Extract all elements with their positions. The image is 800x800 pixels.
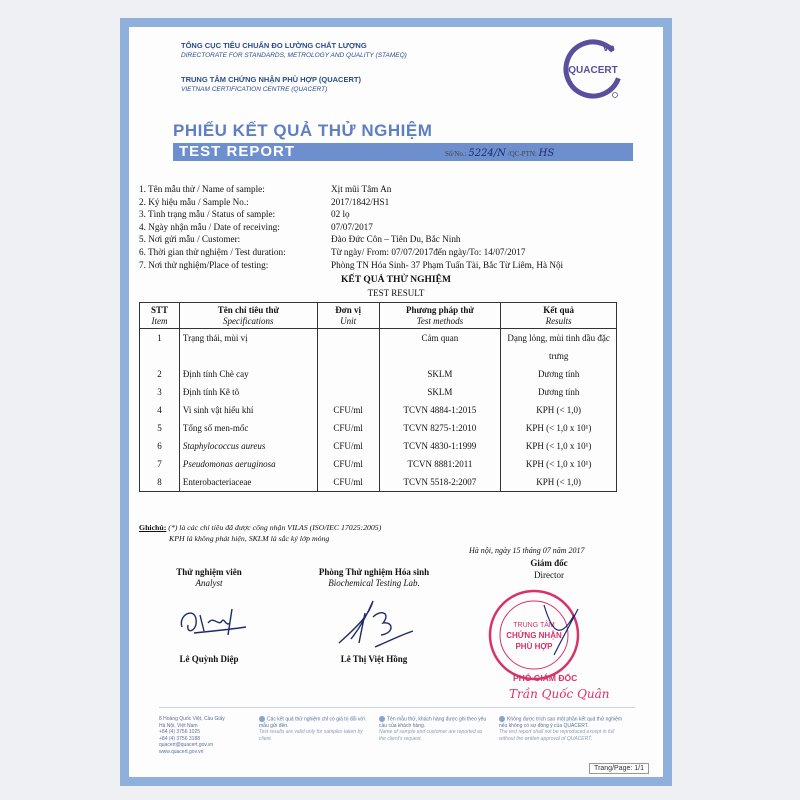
table-cell: Trạng thái, mùi vị — [179, 329, 317, 366]
info-label: 2. Ký hiệu mẫu / Sample No.: — [139, 196, 249, 207]
footer-col-3: Không được trích sao một phần kết quả thử nghiệm nếu không có sự đồng ý của QUACERT. The test report shall not be reproduced except in full without the written approval of QUACERT. — [499, 716, 623, 742]
footer-address: 8 Hoàng Quốc Việt, Cầu Giấy Hà Nội, Việt Nam +84 (4) 3756 1025 +84 (4) 3756 3188 quacert@quacert.gov.vn www.quacert.gov.vn — [159, 716, 225, 755]
stamp-line-3: PHÙ HỢP — [515, 642, 553, 651]
report-title-en: TEST REPORT — [179, 143, 296, 160]
footer-col-2: Tên mẫu thử, khách hàng được ghi theo yêu cầu của khách hàng. Name of sample and customer are reported as the client's request. — [379, 716, 487, 742]
info-label: 4. Ngày nhận mẫu / Date of receiving: — [139, 221, 280, 232]
quacert-logo — [561, 37, 625, 101]
analyst-subtitle: Analyst — [195, 578, 223, 588]
table-cell: Staphylococcus aureus — [179, 437, 317, 455]
col-header-method: Phương pháp thử Test methods — [379, 303, 501, 329]
col-header-result: Kết quả Results — [501, 303, 617, 329]
director-title: Giám đốc — [530, 558, 568, 568]
col-header-stt: STT Item — [140, 303, 180, 329]
info-value: Phòng TN Hóa Sinh- 37 Phạm Tuấn Tài, Bắc Từ Liêm, Hà Nội — [331, 259, 564, 270]
test-report-page — [120, 18, 672, 786]
table-cell: Dạng lỏng, mùi tinh dầu đặc trưng — [501, 329, 617, 366]
info-label: 5. Nơi gửi mẫu / Customer: — [139, 234, 241, 245]
table-cell: 7 — [140, 455, 180, 473]
stamp-line-1: TRUNG TÂM — [513, 622, 555, 629]
note-label: Ghichú: — [139, 523, 167, 532]
table-row — [140, 401, 617, 419]
report-number — [445, 148, 554, 159]
table-cell — [317, 365, 379, 383]
info-label: 7. Nơi thử nghiệm/Place of testing: — [139, 259, 269, 270]
info-value: 02 lọ — [331, 209, 350, 220]
table-cell: TCVN 8275-1:2010 — [379, 419, 501, 437]
info-value: Xịt mũi Tâm An — [331, 184, 392, 194]
table-cell: CFU/ml — [317, 473, 379, 492]
qc-label: /QC-PTN: — [507, 150, 537, 158]
table-cell: 1 — [140, 329, 180, 366]
table-cell: 4 — [140, 401, 180, 419]
footer-col-1: Các kết quả thử nghiệm chỉ có giá trị đối với mẫu gửi đến. Test results are valid only for samples taken by client. — [259, 716, 365, 742]
info-value: 07/07/2017 — [331, 221, 373, 232]
analyst-title: Thử nghiệm viên — [176, 567, 242, 577]
table-cell: CFU/ml — [317, 455, 379, 473]
table-row — [140, 329, 617, 366]
centre-vn: TRUNG TÂM CHỨNG NHẬN PHÙ HỢP (QUACERT) — [181, 75, 361, 84]
result-table — [139, 302, 617, 492]
red-stamp — [484, 585, 584, 685]
table-cell: KPH (< 1,0 x 10¹) — [501, 437, 617, 455]
deputy-director-name: Trần Quốc Quân — [509, 687, 610, 701]
lab-name: Lê Thị Việt Hồng — [340, 654, 408, 664]
info-label: 3. Tình trạng mẫu / Status of sample: — [139, 209, 276, 220]
table-row — [140, 365, 617, 383]
table-cell: KPH (< 1,0) — [501, 401, 617, 419]
table-cell: Dương tính — [501, 365, 617, 383]
director-subtitle: Director — [534, 570, 564, 580]
analyst-name: Lê Quỳnh Diệp — [179, 654, 239, 664]
table-row — [140, 473, 617, 492]
result-title-en: TEST RESULT — [367, 288, 425, 298]
table-cell: Tổng số men-mốc — [179, 419, 317, 437]
table-cell: KPH (< 1,0) — [501, 473, 617, 492]
lab-title: Phòng Thử nghiệm Hóa sinh — [318, 567, 430, 577]
result-title-vn: KẾT QUẢ THỬ NGHIỆM — [341, 275, 451, 285]
table-row — [140, 419, 617, 437]
table-cell: Pseudomonas aeruginosa — [179, 455, 317, 473]
analyst-signature — [174, 597, 254, 642]
table-cell: CFU/ml — [317, 419, 379, 437]
table-cell: Định tính Chè cay — [179, 365, 317, 383]
col-header-spec: Tên chỉ tiêu thử Specifications — [179, 303, 317, 329]
table-cell: 2 — [140, 365, 180, 383]
table-cell: TCVN 8881:2011 — [379, 455, 501, 473]
table-cell: KPH (< 1,0 x 10¹) — [501, 419, 617, 437]
table-cell: 8 — [140, 473, 180, 492]
info-value: Từ ngày/ From: 07/07/2017đến ngày/To: 14/07/2017 — [331, 246, 526, 257]
table-cell: SKLM — [379, 365, 501, 383]
table-cell: CFU/ml — [317, 437, 379, 455]
table-cell: Enterobacteriaceae — [179, 473, 317, 492]
col-header-unit: Đơn vị Unit — [317, 303, 379, 329]
logo-quacert-text: QUACERT — [568, 65, 618, 76]
lab-subtitle: Biochemical Testing Lab. — [328, 578, 420, 588]
so-value: 5224/N — [468, 148, 506, 159]
table-cell: TCVN 4830-1:1999 — [379, 437, 501, 455]
table-cell: TCVN 5518-2:2007 — [379, 473, 501, 492]
table-cell — [317, 329, 379, 366]
table-cell: Dương tính — [501, 383, 617, 401]
lab-signature — [329, 595, 419, 650]
info-icon — [259, 716, 265, 722]
table-cell: 3 — [140, 383, 180, 401]
table-row — [140, 437, 617, 455]
info-icon — [499, 716, 505, 722]
table-cell: CFU/ml — [317, 401, 379, 419]
info-label: 1. Tên mẫu thử / Name of sample: — [139, 184, 265, 194]
so-label: Số/No.: — [445, 150, 467, 158]
table-cell: Cảm quan — [379, 329, 501, 366]
table-cell — [317, 383, 379, 401]
table-header-row — [140, 303, 617, 329]
table-cell: TCVN 4884-1:2015 — [379, 401, 501, 419]
logo-vn-text: vn — [603, 43, 615, 54]
table-cell: KPH (< 1,0 x 10¹) — [501, 455, 617, 473]
table-row — [140, 383, 617, 401]
info-value: Đào Đức Côn – Tiên Du, Bắc Ninh — [331, 234, 461, 245]
org-vn: TỔNG CỤC TIÊU CHUẨN ĐO LƯỜNG CHẤT LƯỢNG — [181, 41, 367, 50]
info-value: 2017/1842/HS1 — [331, 196, 390, 207]
note-line-1: Ghichú: (*) là các chỉ tiêu đã được công nhận VILAS (ISO/IEC 17025:2005) — [139, 523, 382, 532]
deputy-director-label: PHÓ GIÁM ĐỐC — [513, 673, 578, 683]
stamp-line-2: CHỨNG NHẬN — [506, 631, 562, 640]
date-line: Hà nội, ngày 15 tháng 07 năm 2017 — [469, 546, 585, 555]
org-en: DIRECTORATE FOR STANDARDS, METROLOGY AND QUALITY (STAMEQ) — [181, 52, 407, 59]
centre-en: VIETNAM CERTIFICATION CENTRE (QUACERT) — [181, 86, 328, 93]
info-label: 6. Thời gian thử nghiệm / Test duration: — [139, 246, 286, 257]
footer — [159, 707, 635, 768]
table-cell: Định tính Kê tô — [179, 383, 317, 401]
table-cell: SKLM — [379, 383, 501, 401]
table-row — [140, 455, 617, 473]
note-line-2: KPH là không phát hiện, SKLM là sắc ký lớp mỏng — [169, 534, 330, 543]
qc-value: HS — [538, 148, 555, 159]
page-number: Trang/Page: 1/1 — [589, 763, 649, 774]
report-title-vn: PHIẾU KẾT QUẢ THỬ NGHIỆM — [173, 121, 433, 140]
table-cell: 6 — [140, 437, 180, 455]
table-cell: 5 — [140, 419, 180, 437]
table-cell: Vi sinh vật hiếu khí — [179, 401, 317, 419]
info-icon — [379, 716, 385, 722]
